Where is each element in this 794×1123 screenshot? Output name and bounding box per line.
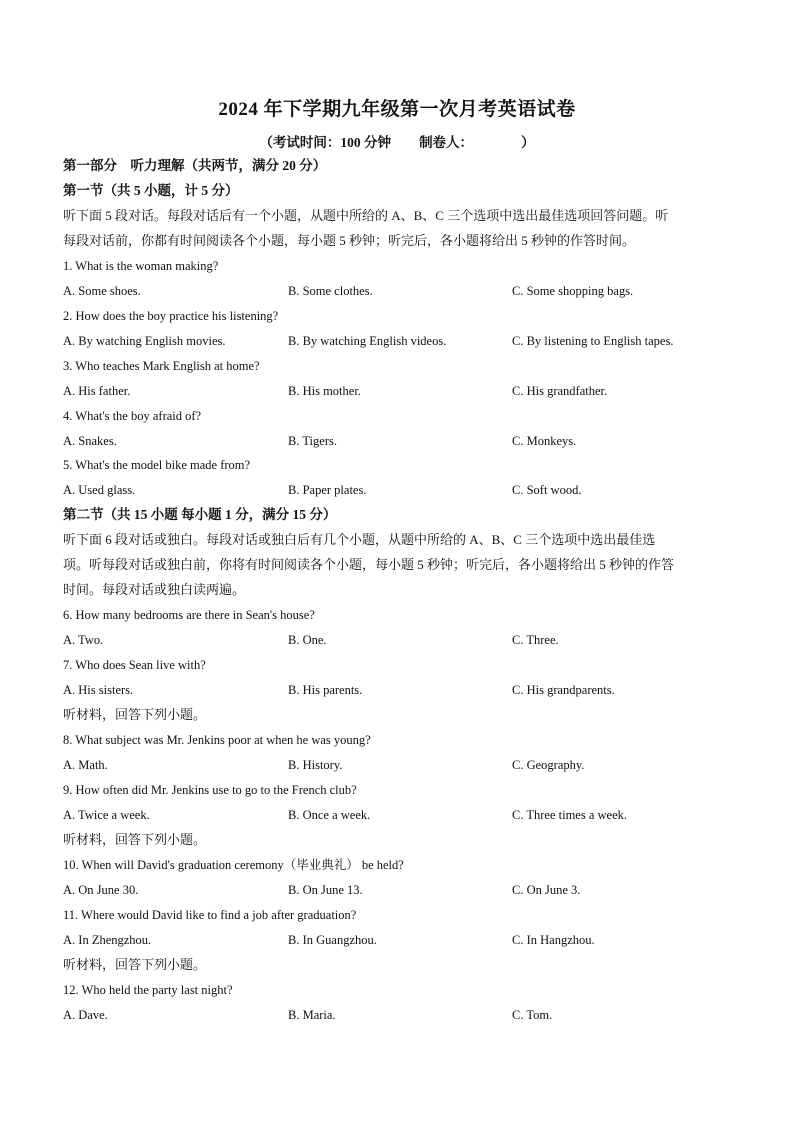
option-c: C. His grandparents. [512,683,615,697]
option-c: C. By listening to English tapes. [512,334,674,348]
question-text: 9. How often did Mr. Jenkins use to go to the French club? [63,783,357,797]
question-text: 1. What is the woman making? [63,259,219,273]
option-c: C. Three. [512,633,559,647]
close-paren: ） [521,135,535,150]
option-b: B. On June 13. [288,883,363,897]
question-text: 10. When will David's graduation ceremony（毕业典礼） be held? [63,858,404,872]
exam-author-label: 制卷人： [419,135,474,150]
option-b: B. His mother. [288,384,361,398]
option-a: A. By watching English movies. [63,334,226,348]
exam-title: 2024 年下学期九年级第一次月考英语试卷 [218,99,576,120]
question-text: 8. What subject was Mr. Jenkins poor at when he was young? [63,733,371,747]
question-text: 4. What's the boy afraid of? [63,409,202,423]
option-b: B. History. [288,758,343,772]
option-a: A. Used glass. [63,483,136,497]
option-b: B. Paper plates. [288,483,367,497]
material-label: 听材料，回答下列小题。 [63,707,207,722]
option-a: A. Two. [63,633,104,647]
option-a: A. Some shoes. [63,284,141,298]
option-b: B. His parents. [288,683,363,697]
option-b: B. Tigers. [288,434,337,448]
question-text: 6. How many bedrooms are there in Sean's house? [63,608,315,622]
option-b: B. Once a week. [288,808,371,822]
question-text: 7. Who does Sean live with? [63,658,206,672]
option-a: A. His sisters. [63,683,134,697]
question-text: 12. Who held the party last night? [63,983,233,997]
option-c: C. Three times a week. [512,808,628,822]
part1-heading: 第一部分 听力理解（共两节，满分 20 分） [63,158,327,173]
option-a: A. Math. [63,758,108,772]
section1-instruction-line: 每段对话前，你都有时间阅读各个小题，每小题 5 秒钟；听完后，各小题将给出 5 秒钟的作答时间。 [63,233,636,248]
material-label: 听材料，回答下列小题。 [63,957,207,972]
question-text: 2. How does the boy practice his listening? [63,309,279,323]
option-b: B. Maria. [288,1008,336,1022]
option-c: C. Monkeys. [512,434,577,448]
option-c: C. Geography. [512,758,585,772]
question-text: 5. What's the model bike made from? [63,458,251,472]
option-c: C. His grandfather. [512,384,608,398]
material-label: 听材料，回答下列小题。 [63,832,207,847]
section2-instruction-line: 听下面 6 段对话或独白。每段对话或独白后有几个小题，从题中所给的 A、B、C 三个选项中选出最佳选 [63,532,656,547]
option-c: C. Tom. [512,1008,553,1022]
option-a: A. Twice a week. [63,808,150,822]
question-text: 11. Where would David like to find a job after graduation? [63,908,357,922]
option-b: B. By watching English videos. [288,334,447,348]
option-b: B. One. [288,633,327,647]
option-b: B. Some clothes. [288,284,373,298]
section1-instruction-line: 听下面 5 段对话。每段对话后有一个小题，从题中所给的 A、B、C 三个选项中选出最佳选项回答问题。听 [63,208,669,223]
exam-time: （考试时间：100 分钟 [259,135,392,150]
option-c: C. In Hangzhou. [512,933,595,947]
section2-instruction-line: 项。听每段对话或独白前，你将有时间阅读各个小题，每小题 5 秒钟；听完后，各小题将给出 5 秒钟的作答 [63,557,675,572]
option-a: A. Snakes. [63,434,117,448]
section2-heading: 第二节（共 15 小题 每小题 1 分，满分 15 分） [63,507,337,522]
option-a: A. Dave. [63,1008,108,1022]
option-c: C. Soft wood. [512,483,582,497]
option-c: C. Some shopping bags. [512,284,634,298]
section1-heading: 第一节（共 5 小题，计 5 分） [63,183,239,198]
question-text: 3. Who teaches Mark English at home? [63,359,260,373]
option-a: A. In Zhengzhou. [63,933,152,947]
option-a: A. His father. [63,384,131,398]
exam-subtitle [0,131,794,151]
option-a: A. On June 30. [63,883,139,897]
section2-instruction-line: 时间。每段对话或独白读两遍。 [63,582,246,597]
option-b: B. In Guangzhou. [288,933,377,947]
option-c: C. On June 3. [512,883,581,897]
